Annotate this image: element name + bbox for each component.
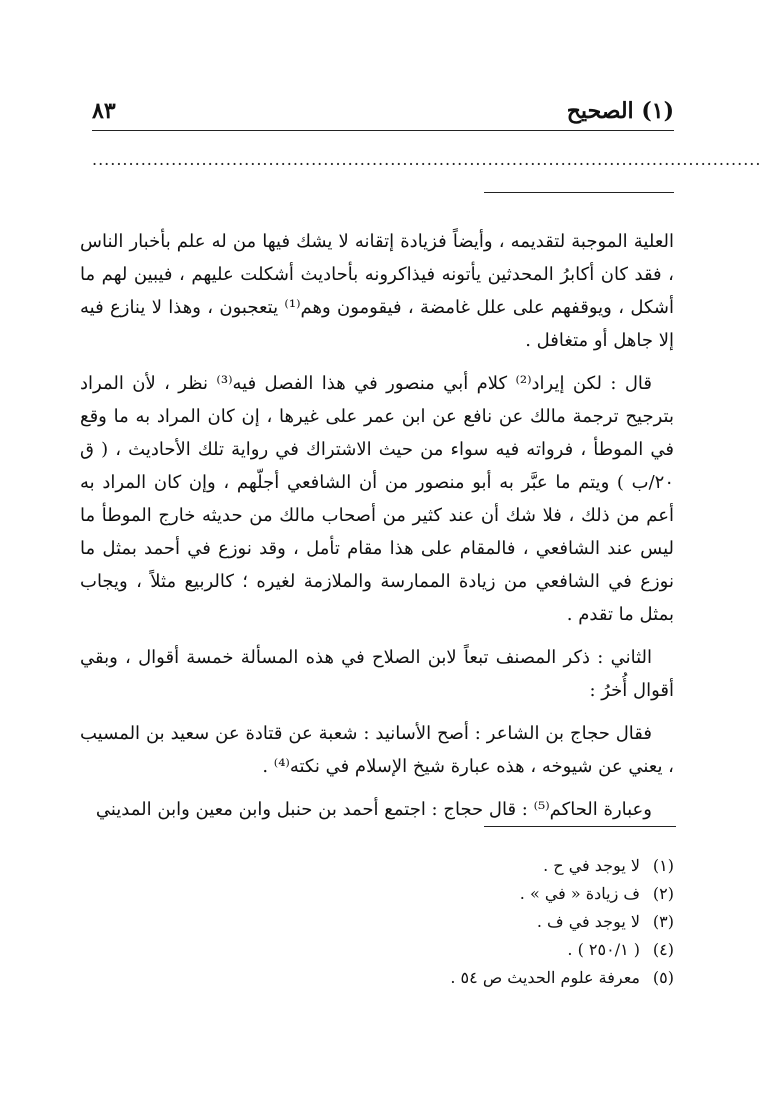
footnotes bbox=[300, 852, 674, 992]
footnote-rule bbox=[484, 826, 676, 827]
page-header bbox=[92, 96, 674, 131]
footnote-text: لا يوجد في ف . bbox=[536, 912, 640, 931]
paragraph: الثاني : ذكر المصنف تبعاً لابن الصلاح في هذه المسألة خمسة أقوال ، وبقي أقوال أُخرُ : bbox=[80, 647, 674, 701]
footnote bbox=[300, 964, 674, 992]
short-rule bbox=[484, 192, 674, 193]
paragraph: وعبارة الحاكم⁽⁵⁾ : قال حجاج : اجتمع أحمد بن حنبل وابن معين وابن المديني bbox=[95, 799, 652, 820]
footnote bbox=[300, 936, 674, 964]
footnote-number: (٣) bbox=[652, 912, 674, 931]
main-text bbox=[80, 225, 674, 836]
footnote-number: (٢) bbox=[652, 884, 674, 903]
footnote bbox=[300, 852, 674, 880]
footnote-text: لا يوجد في ح . bbox=[543, 856, 640, 875]
footnote-number: (٥) bbox=[652, 968, 674, 987]
footnote-number: (٤) bbox=[652, 940, 674, 959]
paragraph: فقال حجاج بن الشاعر : أصح الأسانيد : شعبة عن قتادة عن سعيد بن المسيب ، يعني عن شيوخه ، هذه عبارة شيخ الإسلام في نكته⁽⁴⁾ . bbox=[80, 723, 674, 777]
footnote bbox=[300, 880, 674, 908]
footnote-number: (١) bbox=[652, 856, 674, 875]
page-number: ٨٣ bbox=[92, 98, 116, 124]
footnote bbox=[300, 908, 674, 936]
paragraph: قال : لكن إيراد⁽²⁾ كلام أبي منصور في هذا الفصل فيه⁽³⁾ نظر ، لأن المراد بترجيح ترجمة مالك عن نافع عن ابن عمر على غيرها ، إن كان المراد به ما وقع في الموطأ ، فرواته فيه سواء من حيث الاشتراك في رواية تلك الأحاديث ، ( ق ٢٠/ب ) ويتم ما عبَّر به أبو منصور من أن الشافعي أجلّهم ، وإن كان المراد به أعم من ذلك ، فلا شك أن عند كثير من أصحاب مالك من حديثه خارج الموطأ ما ليس عند الشافعي ، فالمقام على هذا مقام تأمل ، وقد نوزع في أحمد بمثل ما نوزع في الشافعي من زيادة الممارسة والملازمة لغيره ؛ كالربيع مثلاً ، ويجاب بمثل ما تقدم . bbox=[80, 373, 674, 625]
footnote-text: ( ٢٥٠/١ ) . bbox=[567, 940, 640, 959]
dotted-separator: .............................................................................................................. bbox=[92, 150, 761, 169]
chapter-title: (١) الصحيح bbox=[566, 98, 674, 124]
footnote-text: معرفة علوم الحديث ص ٥٤ . bbox=[450, 968, 640, 987]
paragraph: العلية الموجبة لتقديمه ، وأيضاً فزيادة إتقانه لا يشك فيها من له علم بأخبار الناس ، فقد كان أكابرُ المحدثين يأتونه فيذاكرونه بأحاديث أشكلت عليهم ، فيبين لهم ما أشكل ، ويوقفهم على علل غامضة ، فيقومون وهم⁽¹⁾ يتعجبون ، وهذا لا ينازع فيه إلا جاهل أو متغافل . bbox=[80, 231, 674, 351]
footnote-text: ف زيادة « في » . bbox=[519, 884, 640, 903]
